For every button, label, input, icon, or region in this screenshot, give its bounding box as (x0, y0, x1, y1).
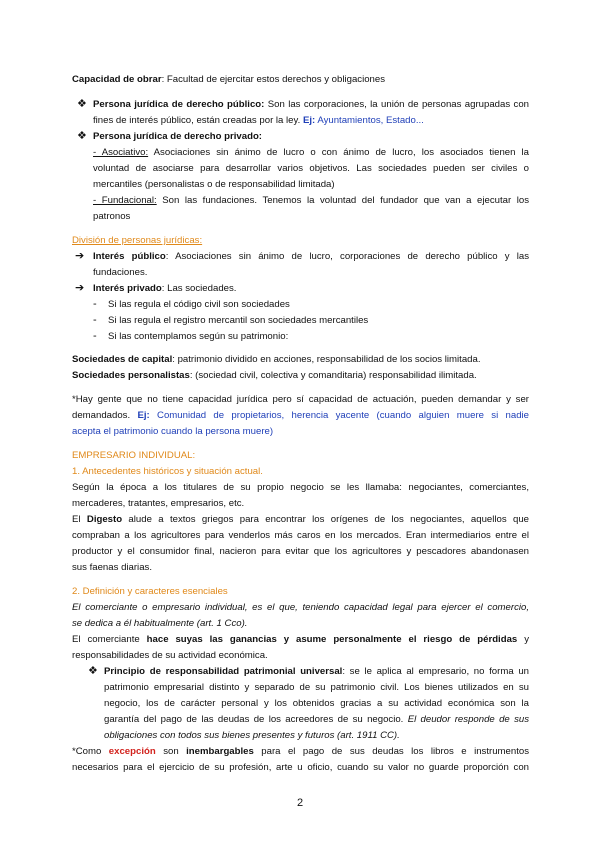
s1-text-2: alude a textos griegos para encontrar los orígenes de los negociantes, aquellos que (122, 514, 529, 525)
pj-publico-line1 (93, 97, 529, 113)
inembargables-term: inembargables (186, 746, 254, 757)
sociedades-personalistas-line (72, 368, 477, 384)
diamond-bullet-icon: ❖ (77, 130, 87, 142)
capacidad-obrar-line (72, 72, 385, 88)
fundacional-label: - Fundacional: (93, 195, 157, 206)
principio-line4 (104, 712, 529, 728)
nota-line3: acepta el patrimonio cuando la persona muere) (72, 426, 274, 437)
interes-privado-text: : Las sociedades. (161, 283, 237, 294)
s1-line4: compraban a los agricultores para venderlos más caros en los mercados. Eran intermediarios entre el (72, 530, 529, 541)
principio-text-4: garantía del pago de las deudas de los acreedores de su negocio. (104, 714, 408, 725)
asociativo-line3: mercantiles (personalistas o de responsabilidad limitada) (93, 179, 335, 190)
s2-text-2: y (517, 634, 529, 645)
empresario-title: EMPRESARIO INDIVIDUAL: (72, 450, 196, 461)
principio-italic: El deudor responde de sus (407, 714, 529, 725)
s2-text: El comerciante (72, 634, 147, 645)
dash-bullet-icon: - (93, 314, 97, 326)
diamond-bullet-icon: ❖ (77, 98, 87, 110)
s1-line6: sus faenas diarias. (72, 562, 152, 573)
pj-publico-text: Son las corporaciones, la unión de personas agrupadas con (264, 99, 529, 110)
pj-publico-label: Persona jurídica de derecho público: (93, 99, 265, 110)
s2-definition-line1: El comerciante o empresario individual, es el que, teniendo capacidad legal para ejercer el comercio, (72, 602, 529, 613)
s2-line3 (72, 632, 529, 648)
section2-heading: 2. Definición y caracteres esenciales (72, 586, 228, 597)
fundacional-line1 (93, 193, 529, 209)
principio-line1 (104, 664, 529, 680)
excepcion-line1 (72, 744, 529, 760)
sociedades-capital-line (72, 352, 481, 368)
diamond-bullet-icon: ❖ (88, 665, 98, 677)
s1-text: El (72, 514, 87, 525)
fundacional-line2: patronos (93, 211, 131, 222)
interes-publico-label: Interés público (93, 251, 166, 262)
excepcion-line2: necesarios para el ejercicio de su profesión, arte u oficio, cuando su valor no guarde proporción con (72, 762, 529, 773)
s1-line2: mercaderes, tratantes, empresarios, etc. (72, 498, 245, 509)
capacidad-obrar-label: Capacidad de obrar (72, 74, 162, 85)
capacidad-obrar-text: : Facultad de ejercitar estos derechos y obligaciones (161, 74, 386, 85)
interes-privado-label: Interés privado (93, 283, 162, 294)
interes-privado-line (93, 281, 236, 297)
pj-publico-text-2: fines de interés público, están creadas por la ley. (93, 115, 301, 126)
s1-line1: Según la época a los titulares de su propio negocio se les llamaba: negociantes, comerciantes, (72, 482, 529, 493)
pj-publico-line2 (93, 113, 424, 129)
asociativo-line2: voluntad de asociarse para desarrollar varios objetivos. Las sociedades pueden ser civiles o (93, 163, 529, 174)
sub-item: Si las regula el registro mercantil son sociedades mercantiles (108, 315, 369, 326)
excepcion-text: *Como (72, 746, 109, 757)
principio-line3: negocio, los de carácter personal y los obtenidos gracias a su actividad económica son la (104, 698, 529, 709)
arrow-right-icon: ➔ (75, 250, 85, 262)
sub-item: Si las contemplamos según su patrimonio: (108, 331, 289, 342)
page-number: 2 (296, 797, 304, 809)
principio-line2: patrimonio empresarial distinto y separado de su patrimonio civil. Los bienes utilizados en su (104, 682, 529, 693)
asociativo-label: - Asociativo: (93, 147, 149, 158)
principio-text: : se le aplica al empresario, no forma un (342, 666, 529, 677)
interes-publico-line2: fundaciones. (93, 267, 148, 278)
asociativo-text: Asociaciones sin ánimo de lucro o con ánimo de lucro, los asociados tienen la (148, 147, 529, 158)
arrow-right-icon: ➔ (75, 282, 85, 294)
dash-bullet-icon: - (93, 330, 97, 342)
dash-bullet-icon: - (93, 298, 97, 310)
sociedades-capital-text: : patrimonio dividido en acciones, responsabilidad de los socios limitada. (172, 354, 481, 365)
s2-line4: responsabilidades de su actividad económica. (72, 650, 268, 661)
division-title: División de personas jurídicas: (72, 235, 203, 246)
digesto-term: Digesto (86, 514, 123, 525)
sociedades-personalistas-label: Sociedades personalistas (72, 370, 190, 381)
s1-line3 (72, 512, 529, 528)
s1-line5: productor y el consumidor final, nacieron para evitar que los agricultores y pescadores abandonasen (72, 546, 529, 557)
nota-ej-text: Comunidad de propietarios, herencia yacente (cuando alguien muere si nadie (149, 410, 530, 421)
nota-ej-label: Ej: (137, 410, 150, 421)
sociedades-personalistas-text: : (sociedad civil, colectiva y comanditaria) responsabilidad ilimitada. (189, 370, 477, 381)
interes-publico-line1 (93, 249, 529, 265)
excepcion-text-3: para el pago de sus deudas los libros e instrumentos (253, 746, 529, 757)
fundacional-text: Son las fundaciones. Tenemos la voluntad del fundador que van a ejecutar los (156, 195, 530, 206)
principio-line5: obligaciones con todos sus bienes presentes y futuros (art. 1911 CC). (104, 730, 400, 741)
nota-text: demandados. (72, 410, 131, 421)
excepcion-text-2: son (155, 746, 187, 757)
excepcion-term: excepción (108, 746, 156, 757)
interes-publico-text: : Asociaciones sin ánimo de lucro, corporaciones de derecho público y las (165, 251, 529, 262)
pj-privado-label: Persona jurídica de derecho privado: (93, 131, 263, 142)
sociedades-capital-label: Sociedades de capital (72, 354, 173, 365)
s2-bold-phrase: hace suyas las ganancias y asume personalmente el riesgo de pérdidas (146, 634, 518, 645)
sub-item: Si las regula el código civil son sociedades (108, 299, 290, 310)
nota-line2 (72, 408, 529, 424)
pj-publico-ej-label: Ej: (302, 115, 316, 126)
principio-label: Principio de responsabilidad patrimonial universal (104, 666, 343, 677)
pj-publico-ej-text: Ayuntamientos, Estado... (315, 115, 424, 126)
asociativo-line1 (93, 145, 529, 161)
s2-definition-line2: se dedica a él habitualmente (art. 1 Cco). (72, 618, 248, 629)
section1-heading: 1. Antecedentes históricos y situación actual. (72, 466, 263, 477)
nota-line1: *Hay gente que no tiene capacidad jurídica pero sí capacidad de actuación, pueden demandar y ser (72, 394, 529, 405)
